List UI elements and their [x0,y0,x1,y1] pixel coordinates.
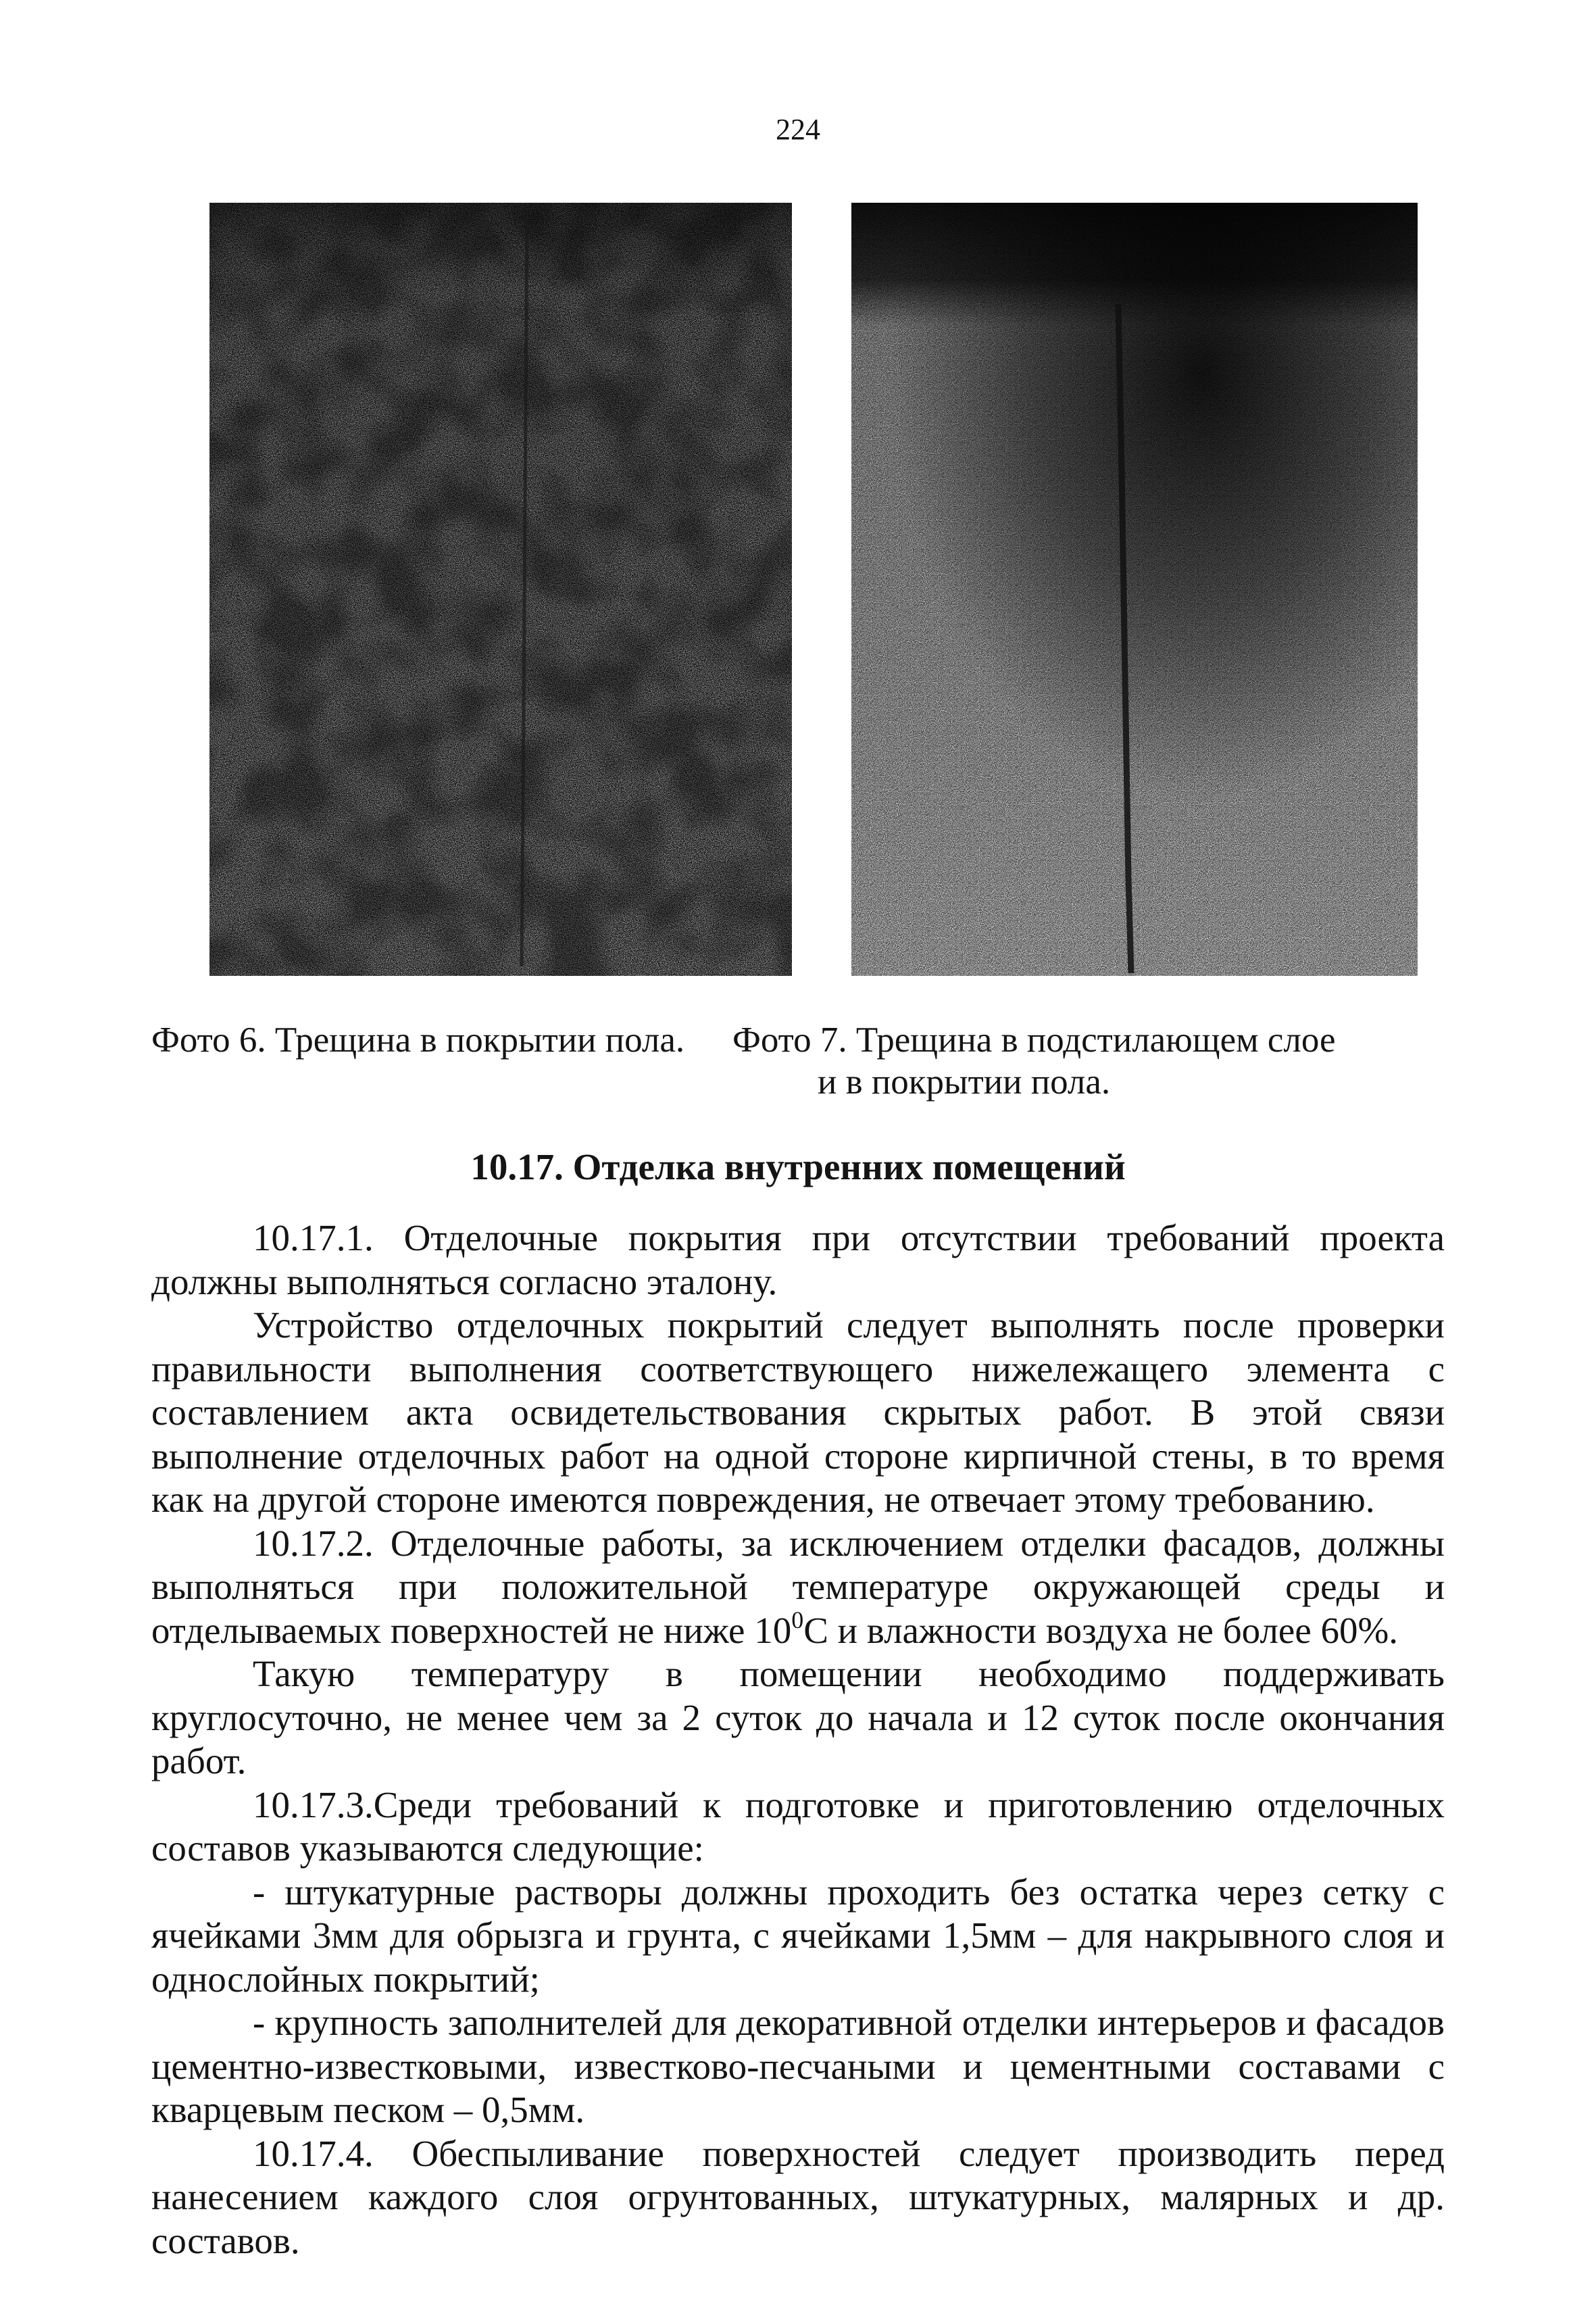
paragraph-10-17-3: 10.17.3.Среди требований к подготовке и приготовлению отделочных составов указываются следующие: [151,1783,1445,1869]
paragraph-10-17-2-tail: С и влажности воздуха не более 60%. [803,1609,1399,1651]
paragraph-10-17-2-text: 10.17.2. Отделочные работы, за исключением отделки фасадов, должны выполняться при положительной температуре окружающей среды и отделываемых поверхностей не ниже 10 [151,1522,1445,1651]
section-heading: 10.17. Отделка внутренних помещений [470,1146,1126,1187]
degree-superscript: 0 [791,1606,804,1633]
photo-7-caption-line-2: и в покрытии пола. [818,1062,1111,1102]
paragraph-10-17-2 [151,1522,1445,1653]
paragraph-temperature: Такую температуру в помещении необходимо поддерживать круглосуточно, не менее чем за 2 суток до начала и 12 суток после окончания работ. [151,1653,1445,1781]
paragraph-inspection: Устройство отделочных покрытий следует выполнять после проверки правильности выполнения соответствующего нижележащего элемента с составлением акта освидетельствования скрытых работ. В этой связи выполнение отделочных работ на одной стороне кирпичной стены, в то время как на другой стороне имеются повреждения, не отвечает этому требованию. [151,1304,1445,1520]
photo-6-caption: Фото 6. Трещина в покрытии пола. [151,1020,685,1060]
list-item-plaster: - штукатурные растворы должны проходить без остатка через сетку с ячейками 3мм для обрызга и грунта, с ячейками 1,5мм – для накрывного слоя и однослойных покрытий; [151,1871,1445,2000]
paragraph-10-17-1: 10.17.1. Отделочные покрытия при отсутствии требований проекта должны выполняться согласно эталону. [151,1217,1445,1302]
photo-7-caption-line-1: Фото 7. Трещина в подстилающем слое [732,1020,1336,1060]
paragraph-10-17-4: 10.17.4. Обеспыливание поверхностей следует производить перед нанесением каждого слоя огрунтованных, штукатурных, малярных и др. составов. [151,2132,1445,2261]
body-text [151,1216,1445,2263]
list-item-aggregate: - крупность заполнителей для декоративной отделки интерьеров и фасадов цементно-известковыми, известково-песчаными и цементными составами с кварцевым песком – 0,5мм. [151,2002,1445,2130]
photo-subfloor-crack [851,203,1418,976]
photo-floor-crack [209,203,792,976]
page-number: 224 [776,113,820,146]
